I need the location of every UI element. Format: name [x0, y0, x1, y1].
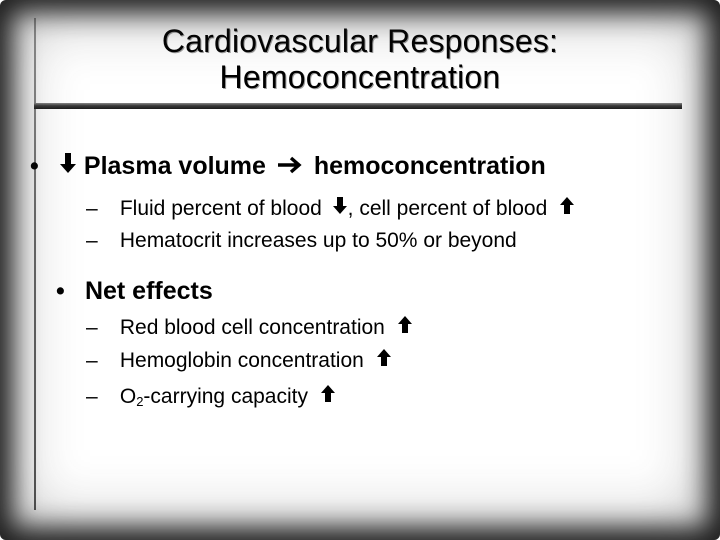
left-rule	[34, 18, 36, 510]
subitem-text: O	[119, 385, 137, 408]
subitem-hematocrit	[86, 229, 517, 253]
subitem-text: , cell percent of blood	[347, 197, 548, 220]
subitem-o2-capacity	[86, 384, 336, 409]
dash-marker: –	[86, 197, 98, 220]
title-underline	[34, 103, 682, 109]
dash-marker: –	[86, 229, 98, 252]
subitem-hemoglobin	[86, 348, 392, 373]
title-line-1: Cardiovascular Responses:	[161, 23, 559, 59]
bullet-text: hemoconcentration	[313, 152, 546, 180]
up-arrow-icon	[320, 384, 336, 409]
subitem-text: -carrying capacity	[143, 385, 308, 408]
down-arrow-icon	[332, 196, 348, 221]
dash-marker: –	[86, 349, 98, 372]
bullet-marker: •	[56, 277, 65, 305]
up-arrow-icon	[559, 196, 575, 221]
up-arrow-icon	[397, 315, 413, 340]
dash-marker: –	[86, 385, 98, 408]
subitem-fluid-percent	[86, 196, 575, 221]
bullet-net-effects	[56, 277, 213, 306]
subitem-text: Fluid percent of blood	[119, 197, 322, 220]
subitem-text: Red blood cell concentration	[119, 316, 385, 339]
dash-marker: –	[86, 316, 98, 339]
subscript-2: 2	[136, 394, 144, 409]
right-arrow-icon	[277, 152, 303, 181]
bullet-text: Plasma volume	[83, 152, 266, 180]
bullet-marker: •	[30, 152, 39, 180]
up-arrow-icon	[376, 348, 392, 373]
subitem-text: Hemoglobin concentration	[119, 349, 364, 372]
bullet-plasma-volume	[30, 152, 546, 181]
subitem-red-blood-cell	[86, 315, 413, 340]
down-arrow-icon	[59, 152, 77, 181]
bullet-text: Net effects	[84, 277, 213, 305]
subitem-text: Hematocrit increases up to 50% or beyond	[119, 229, 517, 252]
slide-title	[40, 23, 680, 95]
title-line-2: Hemoconcentration	[219, 59, 501, 95]
